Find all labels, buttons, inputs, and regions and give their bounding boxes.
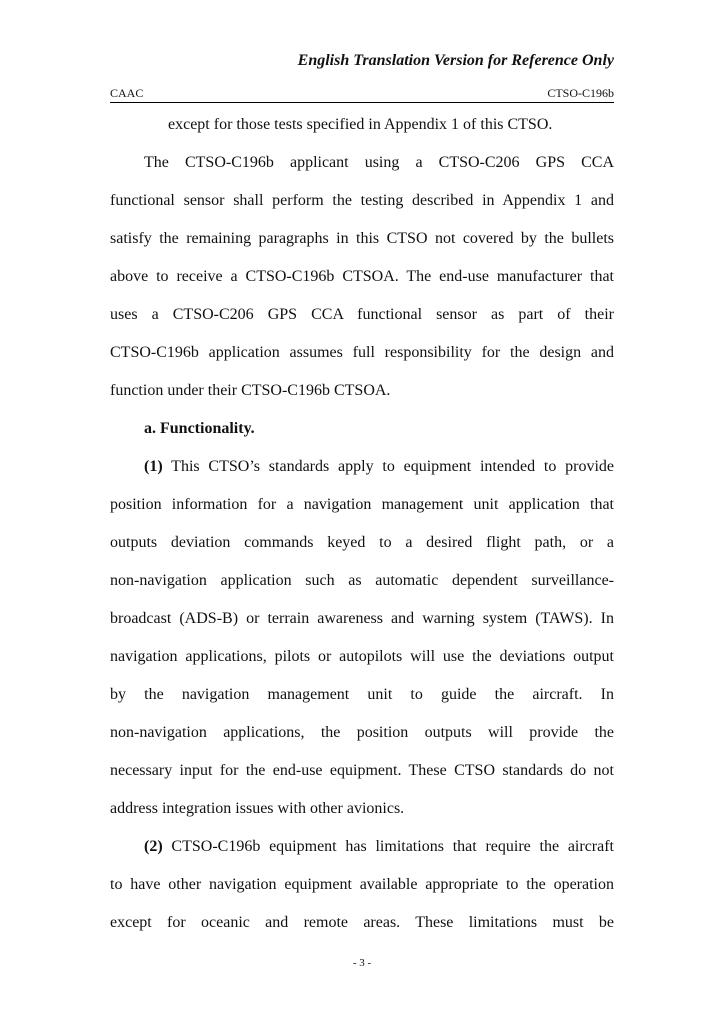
body-line: CTSO-C196b application assumes full responsibility for the design and bbox=[110, 344, 614, 361]
body-line: uses a CTSO-C206 GPS CCA functional sensor as part of their bbox=[110, 306, 614, 323]
body-line: by the navigation management unit to guide the aircraft. In bbox=[110, 686, 614, 703]
body-line: function under their CTSO-C196b CTSOA. bbox=[110, 382, 391, 399]
body-line: satisfy the remaining paragraphs in this CTSO not covered by the bullets bbox=[110, 230, 614, 247]
body-line: position information for a navigation management unit application that bbox=[110, 496, 614, 513]
body-line: functional sensor shall perform the testing described in Appendix 1 and bbox=[110, 192, 614, 209]
paragraph-1-first-line bbox=[144, 458, 614, 476]
paragraph-number: (1) bbox=[144, 458, 163, 475]
body-line: except for those tests specified in Appendix 1 of this CTSO. bbox=[168, 116, 553, 133]
paragraph-text: This CTSO’s standards apply to equipment intended to provide bbox=[171, 458, 614, 475]
body-line: non-navigation application such as automatic dependent surveillance- bbox=[110, 572, 614, 589]
header-rule bbox=[110, 102, 614, 103]
paragraph-2-first-line bbox=[144, 838, 614, 856]
body-line: non-navigation applications, the position outputs will provide the bbox=[110, 724, 614, 741]
section-heading: a. Functionality. bbox=[144, 420, 255, 437]
body-line: The CTSO-C196b applicant using a CTSO-C206 GPS CCA bbox=[144, 154, 614, 171]
page-number: - 3 - bbox=[352, 957, 372, 969]
paragraph-text: CTSO-C196b equipment has limitations that require the aircraft bbox=[171, 838, 615, 855]
body-line: address integration issues with other avionics. bbox=[110, 800, 405, 817]
body-line: navigation applications, pilots or autopilots will use the deviations output bbox=[110, 648, 614, 665]
body-line: above to receive a CTSO-C196b CTSOA. The end-use manufacturer that bbox=[110, 268, 614, 285]
body-line: except for oceanic and remote areas. These limitations must be bbox=[110, 914, 614, 931]
header-doc-id: CTSO-C196b bbox=[547, 86, 614, 100]
body-line: to have other navigation equipment available appropriate to the operation bbox=[110, 876, 614, 893]
header-org: CAAC bbox=[110, 86, 144, 100]
body-line: necessary input for the end-use equipment. These CTSO standards do not bbox=[110, 762, 614, 779]
translation-banner: English Translation Version for Reference Only bbox=[297, 52, 614, 69]
body-line: broadcast (ADS-B) or terrain awareness and warning system (TAWS). In bbox=[110, 610, 614, 627]
paragraph-number: (2) bbox=[144, 838, 163, 855]
body-line: outputs deviation commands keyed to a desired flight path, or a bbox=[110, 534, 614, 551]
